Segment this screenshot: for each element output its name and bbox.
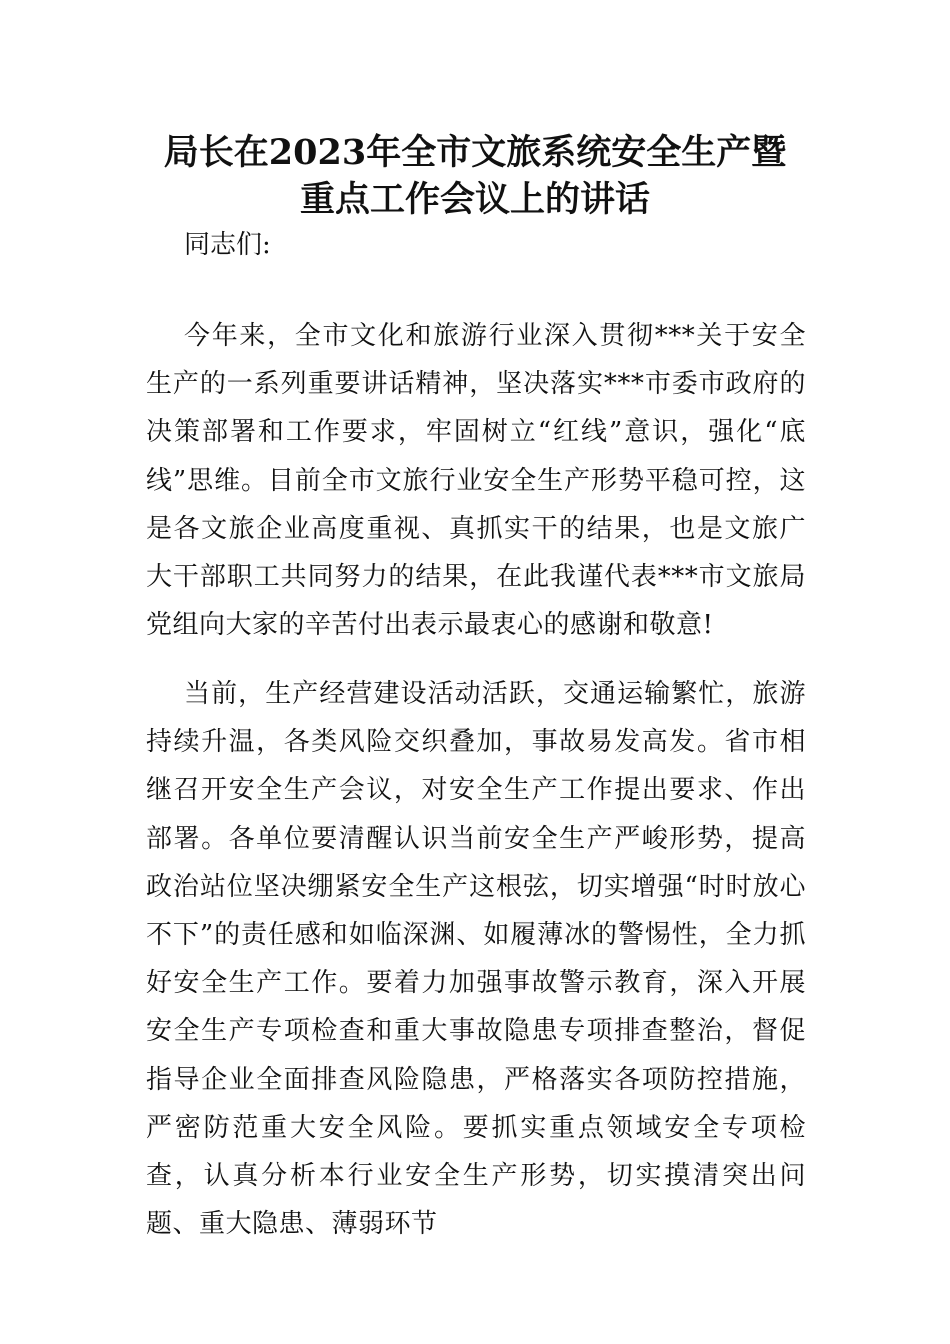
- document-title-line-1: 局长在2023年全市文旅系统安全生产暨: [163, 132, 787, 173]
- paragraph-2: 当前，生产经营建设活动活跃，交通运输繁忙，旅游持续升温，各类风险交织叠加，事故易发高发。省市相继召开安全生产会议，对安全生产工作提出要求、作出部署。各单位要清醒认识当前安全生产严峻形势，提高政治站位坚决绷紧安全生产这根弦，切实增强“时时放心不下”的责任感和如临深渊、如履薄冰的警惕性，全力抓好安全生产工作。要着力加强事故警示教育，深入开展安全生产专项检查和重大事故隐患专项排查整治，督促指导企业全面排查风险隐患，严格落实各项防控措施，严密防范重大安全风险。要抓实重点领域安全专项检查，认真分析本行业安全生产形势，切实摸清突出问题、重大隐患、薄弱环节: [146, 679, 806, 1240]
- document-title-line-2: 重点工作会议上的讲话: [299, 179, 650, 220]
- salutation: 同志们:: [184, 230, 271, 260]
- paragraph-1: 今年来，全市文化和旅游行业深入贯彻***关于安全生产的一系列重要讲话精神，坚决落实***市委市政府的决策部署和工作要求，牢固树立“红线”意识，强化“底线”思维。目前全市文旅行业安全生产形势平稳可控，这是各文旅企业高度重视、真抓实干的结果，也是文旅广大干部职工共同努力的结果，在此我谨代表***市文旅局党组向大家的辛苦付出表示最衷心的感谢和敬意!: [146, 321, 806, 641]
